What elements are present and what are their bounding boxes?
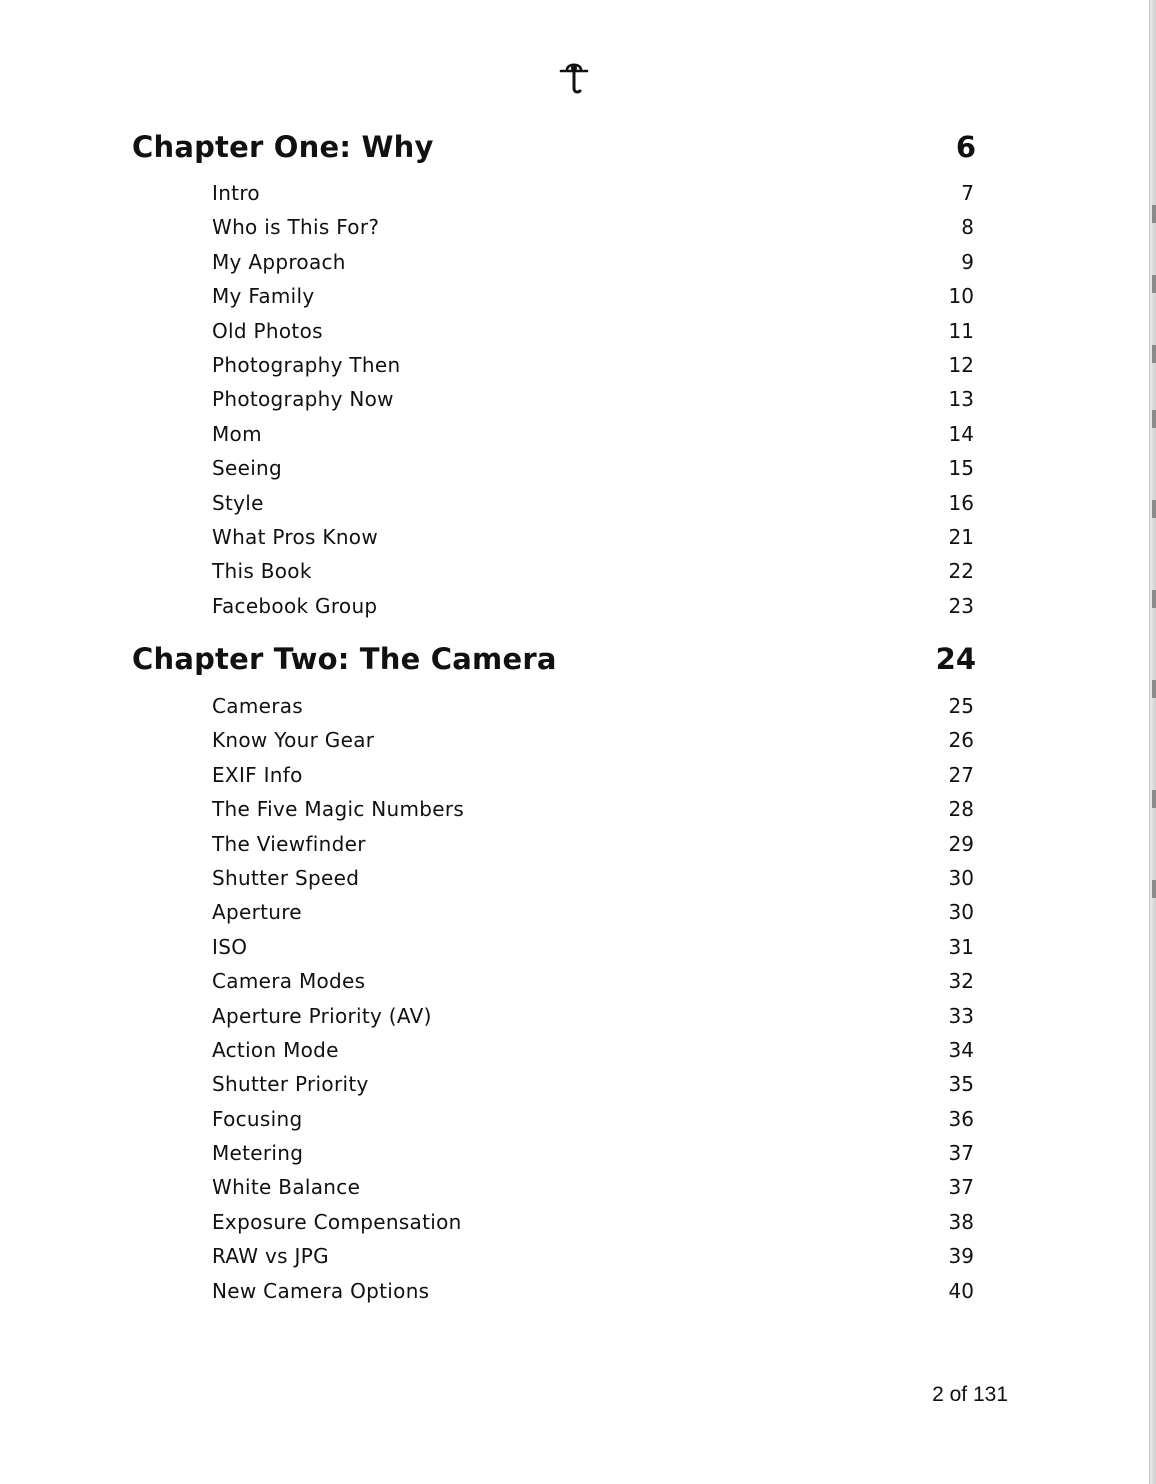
toc-entry-title: Aperture Priority (AV) bbox=[212, 1003, 432, 1028]
toc-entry-title: What Pros Know bbox=[212, 524, 378, 549]
toc-entry-title: Aperture bbox=[212, 900, 302, 925]
toc-entry-page: 25 bbox=[948, 694, 974, 718]
toc-entry-page: 11 bbox=[948, 318, 974, 343]
toc-entry-page: 12 bbox=[948, 352, 974, 377]
toc-entry-title: ISO bbox=[212, 934, 248, 959]
page-edge-mark bbox=[1152, 790, 1156, 808]
chapter-page-number: 24 bbox=[935, 642, 976, 676]
toc-entry[interactable] bbox=[212, 1004, 974, 1038]
toc-entry-title: EXIF Info bbox=[212, 762, 303, 787]
chapter-heading[interactable] bbox=[132, 130, 976, 170]
toc-entry-title: Action Mode bbox=[212, 1037, 339, 1062]
toc-section-list bbox=[212, 181, 974, 628]
toc-entry-title: Facebook Group bbox=[212, 593, 378, 618]
toc-entry-page: 30 bbox=[948, 865, 974, 890]
toc-entry-title: Camera Modes bbox=[212, 969, 366, 994]
toc-entry-page: 14 bbox=[948, 421, 974, 446]
toc-entry-page: 38 bbox=[948, 1209, 974, 1234]
toc-entry-page: 10 bbox=[948, 284, 974, 309]
page-edge-mark bbox=[1152, 275, 1156, 293]
toc-entry[interactable] bbox=[212, 181, 974, 215]
chapter-title: Chapter One: Why bbox=[132, 130, 434, 164]
toc-entry[interactable] bbox=[212, 832, 974, 866]
toc-entry[interactable] bbox=[212, 525, 974, 559]
page-edge-mark bbox=[1152, 345, 1156, 363]
toc-entry-page: 37 bbox=[948, 1175, 974, 1200]
page-edge-mark bbox=[1152, 680, 1156, 698]
toc-entry-page: 36 bbox=[948, 1106, 974, 1131]
toc-entry-page: 33 bbox=[948, 1003, 974, 1028]
toc-entry-page: 35 bbox=[948, 1072, 974, 1097]
toc-entry[interactable] bbox=[212, 319, 974, 353]
toc-entry[interactable] bbox=[212, 763, 974, 797]
page-edge-mark bbox=[1152, 590, 1156, 608]
toc-entry[interactable] bbox=[212, 1072, 974, 1106]
toc-entry-title: The Viewfinder bbox=[212, 831, 366, 856]
toc-entry[interactable] bbox=[212, 559, 974, 593]
toc-entry-title: Focusing bbox=[212, 1106, 303, 1131]
toc-entry[interactable] bbox=[212, 1107, 974, 1141]
toc-entry-page: 30 bbox=[948, 900, 974, 925]
toc-entry-page: 29 bbox=[948, 831, 974, 856]
toc-entry-title: Shutter Speed bbox=[212, 865, 360, 890]
toc-entry-title: This Book bbox=[212, 559, 312, 584]
toc-entry-title: Photography Now bbox=[212, 387, 394, 412]
toc-entry-title: My Family bbox=[212, 284, 315, 309]
toc-entry-title: White Balance bbox=[212, 1175, 361, 1200]
page-edge-mark bbox=[1152, 205, 1156, 223]
toc-entry[interactable] bbox=[212, 422, 974, 456]
toc-entry-page: 32 bbox=[948, 969, 974, 994]
toc-entry-page: 16 bbox=[948, 490, 974, 515]
toc-section-list bbox=[212, 694, 974, 1313]
toc-entry-title: RAW vs JPG bbox=[212, 1244, 329, 1269]
toc-entry-title: Who is This For? bbox=[212, 215, 380, 240]
toc-entry-title: New Camera Options bbox=[212, 1278, 430, 1303]
adjacent-page-edge bbox=[1149, 0, 1156, 1484]
stylized-figure-logo-icon bbox=[557, 58, 591, 98]
toc-entry[interactable] bbox=[212, 353, 974, 387]
chapter-heading[interactable] bbox=[132, 642, 976, 682]
toc-entry[interactable] bbox=[212, 694, 974, 728]
toc-entry-page: 9 bbox=[961, 249, 974, 274]
page-edge-mark bbox=[1152, 500, 1156, 518]
toc-entry-page: 37 bbox=[948, 1141, 974, 1166]
toc-entry-title: Shutter Priority bbox=[212, 1072, 369, 1097]
toc-entry-page: 8 bbox=[961, 215, 974, 240]
toc-entry-title: Exposure Compensation bbox=[212, 1209, 462, 1234]
chapter-page-number: 6 bbox=[955, 130, 976, 164]
toc-entry-page: 39 bbox=[948, 1244, 974, 1269]
toc-entry[interactable] bbox=[212, 797, 974, 831]
toc-entry-page: 15 bbox=[948, 456, 974, 481]
toc-entry[interactable] bbox=[212, 900, 974, 934]
toc-entry-page: 34 bbox=[948, 1037, 974, 1062]
page-edge-mark bbox=[1152, 880, 1156, 898]
toc-entry-page: 21 bbox=[948, 524, 974, 549]
toc-entry[interactable] bbox=[212, 1279, 974, 1313]
toc-entry-page: 13 bbox=[948, 387, 974, 412]
page-indicator: 2 of 131 bbox=[932, 1383, 1008, 1406]
toc-entry[interactable] bbox=[212, 387, 974, 421]
toc-entry-page: 22 bbox=[948, 559, 974, 584]
toc-entry[interactable] bbox=[212, 1141, 974, 1175]
toc-entry[interactable] bbox=[212, 456, 974, 490]
toc-entry[interactable] bbox=[212, 969, 974, 1003]
toc-entry[interactable] bbox=[212, 1175, 974, 1209]
toc-entry[interactable] bbox=[212, 491, 974, 525]
toc-entry-title: The Five Magic Numbers bbox=[212, 797, 465, 822]
toc-entry[interactable] bbox=[212, 1210, 974, 1244]
page-edge-mark bbox=[1152, 410, 1156, 428]
toc-entry-page: 26 bbox=[948, 728, 974, 753]
toc-entry-title: Know Your Gear bbox=[212, 728, 375, 753]
toc-entry-title: Style bbox=[212, 490, 264, 515]
toc-entry-title: Old Photos bbox=[212, 318, 323, 343]
toc-entry-page: 40 bbox=[948, 1278, 974, 1303]
toc-entry-title: Photography Then bbox=[212, 352, 401, 377]
toc-entry[interactable] bbox=[212, 866, 974, 900]
toc-entry[interactable] bbox=[212, 1244, 974, 1278]
toc-entry-title: Mom bbox=[212, 421, 262, 446]
toc-entry-title: My Approach bbox=[212, 249, 346, 274]
toc-entry[interactable] bbox=[212, 250, 974, 284]
toc-entry[interactable] bbox=[212, 1038, 974, 1072]
toc-entry-page: 23 bbox=[948, 593, 974, 618]
toc-entry-page: 31 bbox=[948, 934, 974, 959]
toc-entry-page: 7 bbox=[961, 181, 974, 205]
toc-entry-title: Intro bbox=[212, 181, 260, 205]
toc-entry-page: 27 bbox=[948, 762, 974, 787]
toc-entry[interactable] bbox=[212, 284, 974, 318]
toc-entry[interactable] bbox=[212, 594, 974, 628]
toc-entry-title: Cameras bbox=[212, 694, 304, 718]
toc-entry[interactable] bbox=[212, 935, 974, 969]
toc-entry[interactable] bbox=[212, 215, 974, 249]
toc-entry-page: 28 bbox=[948, 797, 974, 822]
toc-entry-title: Metering bbox=[212, 1141, 304, 1166]
toc-entry-title: Seeing bbox=[212, 456, 283, 481]
toc-entry[interactable] bbox=[212, 728, 974, 762]
chapter-title: Chapter Two: The Camera bbox=[132, 642, 557, 676]
